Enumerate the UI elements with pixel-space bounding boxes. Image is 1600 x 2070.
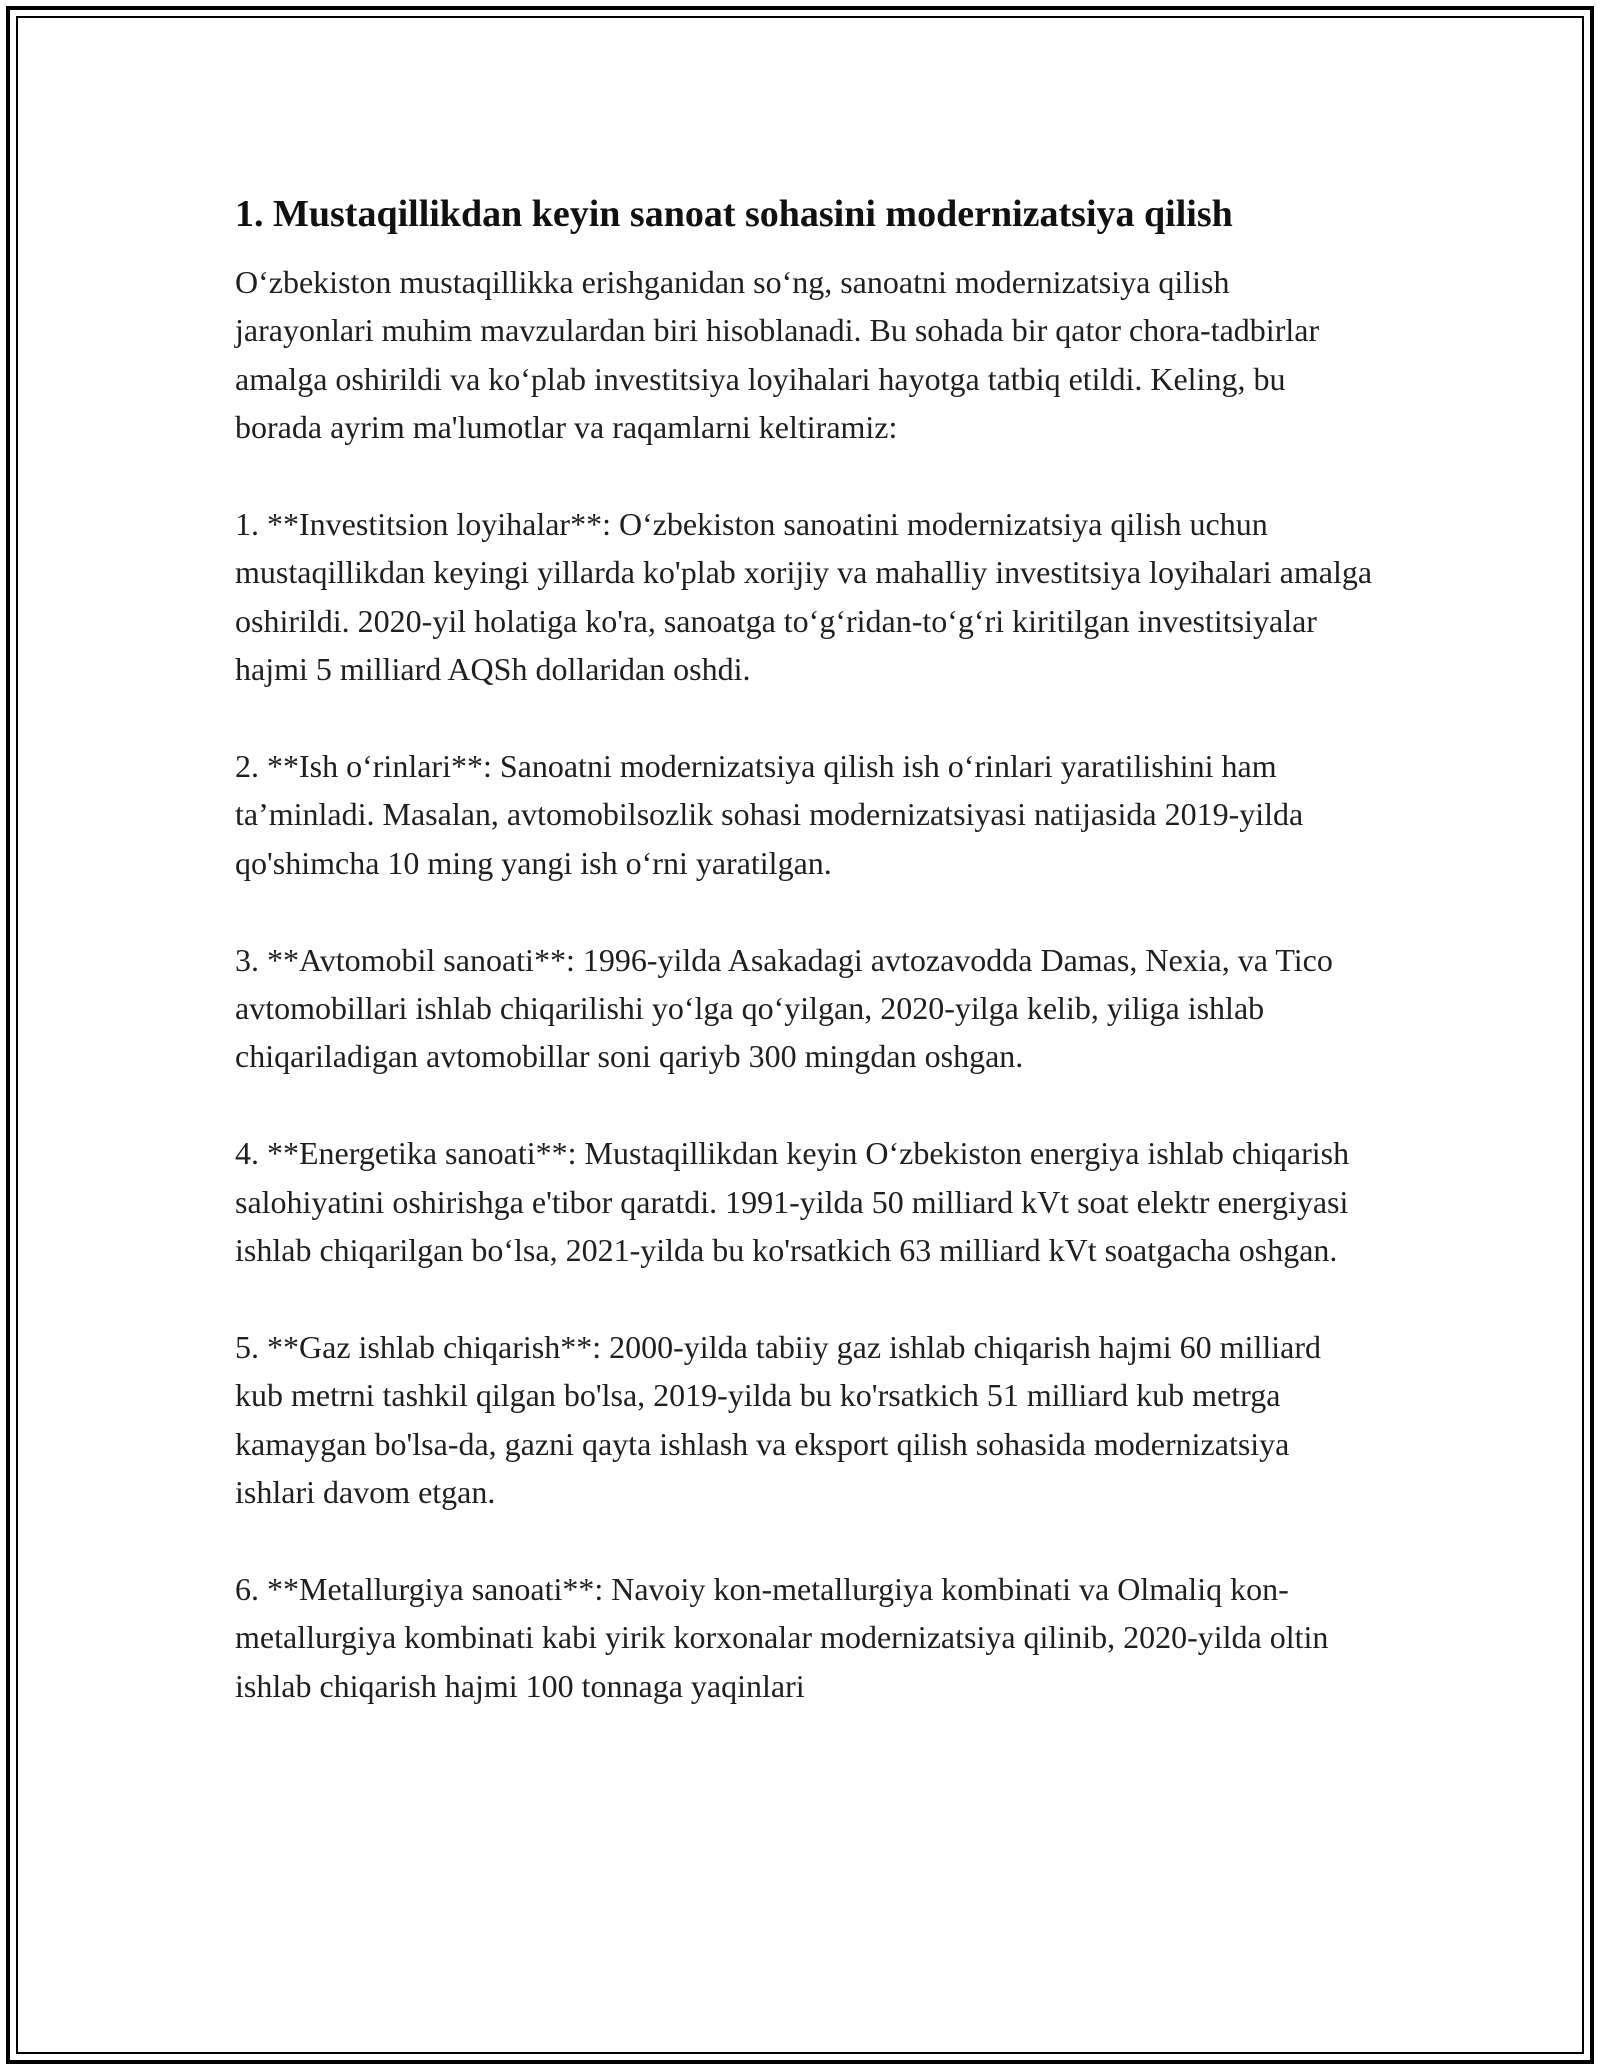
list-item-metallurgiya-sanoati: 6. **Metallurgiya sanoati**: Navoiy kon-metallurgiya kombinati va Olmaliq kon-metallurgiya kombinati kabi yirik korxonalar modernizatsiya qilinib, 2020-yilda oltin ishlab chiqarish hajmi 100 tonnaga yaqinlari <box>235 1570 1329 1704</box>
list-item-avtomobil-sanoati: 3. **Avtomobil sanoati**: 1996-yilda Asakadagi avtozavodda Damas, Nexia, va Tico avtomobillari ishlab chiqarilishi yo‘lga qo‘yilgan, 2020-yilga kelib, yiliga ishlab chiqariladigan avtomobillar soni qariyb 300 mingdan oshgan. <box>235 941 1333 1075</box>
intro-paragraph: O‘zbekiston mustaqillikka erishganidan so‘ng, sanoatni modernizatsiya qilish jarayonlari muhim mavzulardan biri hisoblanadi. Bu sohada bir qator chora-tadbirlar amalga oshirildi va ko‘plab investitsiya loyihalari hayotga tatbiq etildi. Keling, bu borada ayrim ma'lumotlar va raqamlarni keltiramiz: <box>235 264 1320 446</box>
document-body <box>235 182 1375 1758</box>
list-item-investitsion-loyihalar: 1. **Investitsion loyihalar**: O‘zbekiston sanoatini modernizatsiya qilish uchun mustaqillikdan keyingi yillarda ko'plab xorijiy va mahalliy investitsiya loyihalari amalga oshirildi. 2020-yil holatiga ko'ra, sanoatga to‘g‘ridan-to‘g‘ri kiritilgan investitsiyalar hajmi 5 milliard AQSh dollaridan oshdi. <box>235 506 1373 688</box>
document-title: 1. Mustaqillikdan keyin sanoat sohasini modernizatsiya qilish <box>235 193 1233 235</box>
list-item-gaz-ishlab-chiqarish: 5. **Gaz ishlab chiqarish**: 2000-yilda tabiiy gaz ishlab chiqarish hajmi 60 milliard kub metrni tashkil qilgan bo'lsa, 2019-yilda bu ko'rsatkich 51 milliard kub metrga kamaygan bo'lsa-da, gazni qayta ishlash va eksport qilish sohasida modernizatsiya ishlari davom etgan. <box>235 1328 1321 1511</box>
list-item-ish-orinlari: 2. **Ish o‘rinlari**: Sanoatni modernizatsiya qilish ish o‘rinlari yaratilishini ham ta’minladi. Masalan, avtomobilsozlik sohasi modernizatsiyasi natijasida 2019-yilda qo'shimcha 10 ming yangi ish o‘rni yaratilgan. <box>235 748 1304 881</box>
list-item-energetika-sanoati: 4. **Energetika sanoati**: Mustaqillikdan keyin O‘zbekiston energiya ishlab chiqarish salohiyatini oshirishga e'tibor qaratdi. 1991-yilda 50 milliard kVt soat elektr energiyasi ishlab chiqarilgan bo‘lsa, 2021-yilda bu ko'rsatkich 63 milliard kVt soatgacha oshgan. <box>235 1135 1350 1269</box>
